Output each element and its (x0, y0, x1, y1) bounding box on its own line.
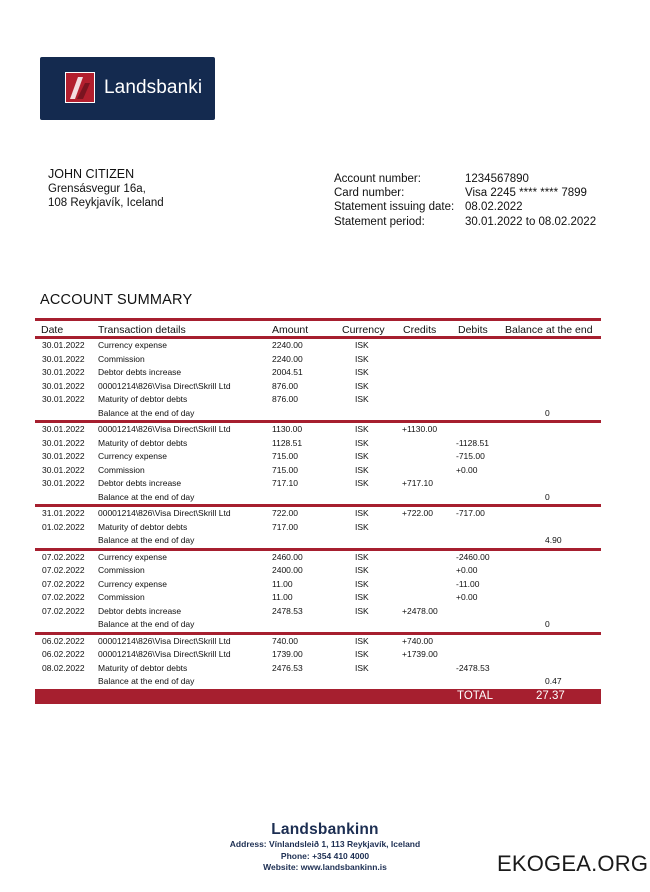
customer-address-line1: Grensásvegur 16a, (48, 182, 146, 195)
footer-website: Website: www.landsbankinn.is (263, 862, 387, 872)
cell-date: 07.02.2022 (42, 592, 85, 602)
cell-amount: 2240.00 (272, 353, 303, 364)
cell-currency: ISK (355, 565, 369, 575)
header-details: Transaction details (98, 324, 186, 336)
cell-date: 30.01.2022 (42, 340, 85, 350)
cell-currency: ISK (355, 353, 369, 364)
table-row (35, 366, 601, 380)
cell-details: Commission (98, 565, 145, 575)
header-credits: Credits (403, 324, 437, 336)
cell-debits: -1128.51 (456, 437, 489, 448)
cell-debits: -2460.00 (456, 551, 490, 562)
transaction-group (35, 635, 601, 689)
cell-debits: -2478.53 (456, 662, 490, 673)
table-row (35, 564, 601, 578)
cell-date: 30.01.2022 (42, 437, 85, 448)
cell-currency: ISK (355, 478, 369, 488)
table-row (35, 591, 601, 605)
balance-value: 0 (545, 491, 550, 502)
header-balance: Balance at the end (505, 324, 593, 336)
cell-amount: 11.00 (272, 578, 293, 589)
transaction-group (35, 423, 601, 504)
card-number-value: Visa 2245 **** **** 7899 (465, 187, 587, 200)
table-row (35, 437, 601, 451)
cell-amount: 2460.00 (272, 551, 303, 562)
transaction-group (35, 551, 601, 632)
balance-label: Balance at the end of day (98, 676, 195, 686)
cell-credits: +717.10 (402, 478, 433, 488)
cell-currency: ISK (355, 551, 369, 562)
cell-currency: ISK (355, 592, 369, 602)
total-value: 27.37 (536, 689, 565, 702)
cell-amount: 1130.00 (272, 424, 303, 434)
cell-details: Currency expense (98, 451, 167, 461)
cell-amount: 2400.00 (272, 565, 303, 575)
cell-currency: ISK (355, 605, 369, 616)
table-row (35, 339, 601, 353)
cell-debits: +0.00 (456, 464, 478, 475)
cell-debits: +0.00 (456, 565, 478, 575)
cell-amount: 717.10 (272, 478, 298, 488)
bank-logo-text: Landsbanki (104, 77, 203, 98)
cell-details: Debtor debts increase (98, 367, 182, 377)
balance-label: Balance at the end of day (98, 407, 195, 418)
footer-bank-name: Landsbankinn (271, 821, 379, 838)
balance-row (35, 675, 601, 689)
balance-row (35, 618, 601, 632)
account-info-row (334, 200, 596, 214)
cell-date: 30.01.2022 (42, 451, 85, 461)
cell-currency: ISK (355, 662, 369, 673)
landsbanki-logo-icon (65, 72, 95, 103)
cell-currency: ISK (355, 380, 369, 391)
cell-credits: +740.00 (402, 635, 433, 646)
cell-amount: 2240.00 (272, 340, 303, 350)
header-debits: Debits (458, 324, 488, 336)
cell-amount: 11.00 (272, 592, 293, 602)
bank-logo (40, 57, 215, 120)
table-row (35, 662, 601, 676)
card-number-label: Card number: (334, 187, 405, 200)
table-row (35, 380, 601, 394)
account-number-label: Account number: (334, 173, 421, 185)
statement-period-label: Statement period: (334, 215, 425, 228)
cell-details: Currency expense (98, 340, 167, 350)
cell-details: Currency expense (98, 551, 167, 562)
balance-value: 0.47 (545, 676, 562, 686)
cell-credits: +1130.00 (402, 424, 438, 434)
cell-details: Debtor debts increase (98, 605, 182, 616)
cell-amount: 1739.00 (272, 649, 303, 659)
cell-currency: ISK (355, 437, 369, 448)
cell-amount: 876.00 (272, 394, 298, 404)
cell-currency: ISK (355, 340, 369, 350)
table-row (35, 551, 601, 565)
header-currency: Currency (342, 324, 385, 336)
cell-debits: +0.00 (456, 592, 478, 602)
cell-debits: -11.00 (456, 578, 480, 589)
cell-details: 00001214\826\Visa Direct\Skrill Ltd (98, 380, 231, 391)
balance-value: 0 (545, 407, 550, 418)
cell-currency: ISK (355, 451, 369, 461)
cell-date: 07.02.2022 (42, 605, 85, 616)
account-info-row (334, 215, 596, 229)
cell-details: Debtor debts increase (98, 478, 182, 488)
customer-name: JOHN CITIZEN (48, 167, 135, 181)
cell-details: Commission (98, 464, 145, 475)
cell-date: 30.01.2022 (42, 380, 85, 391)
table-row (35, 578, 601, 592)
cell-date: 01.02.2022 (42, 521, 85, 532)
cell-currency: ISK (355, 578, 369, 589)
table-row (35, 605, 601, 619)
cell-currency: ISK (355, 464, 369, 475)
cell-date: 06.02.2022 (42, 635, 85, 646)
balance-row (35, 491, 601, 505)
account-summary-title: ACCOUNT SUMMARY (40, 292, 193, 308)
cell-amount: 740.00 (272, 635, 298, 646)
cell-currency: ISK (355, 394, 369, 404)
customer-address-line2: 108 Reykjavík, Iceland (48, 197, 164, 209)
cell-date: 30.01.2022 (42, 394, 85, 404)
balance-label: Balance at the end of day (98, 491, 195, 502)
cell-debits: -717.00 (456, 508, 485, 518)
balance-label: Balance at the end of day (98, 535, 195, 545)
table-row (35, 423, 601, 437)
cell-amount: 715.00 (272, 451, 298, 461)
cell-credits: +722.00 (402, 508, 433, 518)
account-info-row (334, 172, 596, 186)
table-row (35, 353, 601, 367)
balance-value: 4.90 (545, 535, 562, 545)
cell-date: 30.01.2022 (42, 424, 85, 434)
header-date: Date (41, 324, 64, 336)
table-header (35, 321, 601, 336)
cell-details: 00001214\826\Visa Direct\Skrill Ltd (98, 424, 231, 434)
account-number-value: 1234567890 (465, 173, 529, 185)
footer-phone: Phone: +354 410 4000 (280, 850, 370, 861)
cell-date: 06.02.2022 (42, 649, 85, 659)
table-row (35, 464, 601, 478)
cell-details: Maturity of debtor debts (98, 662, 188, 673)
balance-row (35, 534, 601, 548)
cell-details: Commission (98, 592, 145, 602)
cell-currency: ISK (355, 367, 369, 377)
cell-details: Currency expense (98, 578, 167, 589)
balance-value: 0 (545, 619, 550, 629)
table-row (35, 507, 601, 521)
cell-credits: +2478.00 (402, 605, 438, 616)
watermark: EKOGEA.ORG (497, 851, 649, 876)
table-row (35, 450, 601, 464)
cell-date: 07.02.2022 (42, 565, 85, 575)
cell-amount: 722.00 (272, 508, 298, 518)
table-row (35, 477, 601, 491)
cell-details: Commission (98, 353, 145, 364)
cell-date: 30.01.2022 (42, 478, 85, 488)
cell-date: 07.02.2022 (42, 551, 85, 562)
transactions-table (35, 318, 601, 704)
table-row (35, 635, 601, 649)
cell-details: 00001214\826\Visa Direct\Skrill Ltd (98, 635, 231, 646)
cell-currency: ISK (355, 521, 369, 532)
cell-credits: +1739.00 (402, 649, 438, 659)
cell-amount: 2476.53 (272, 662, 303, 673)
cell-details: Maturity of debtor debts (98, 437, 188, 448)
cell-date: 30.01.2022 (42, 464, 85, 475)
header-amount: Amount (272, 324, 309, 336)
cell-debits: -715.00 (456, 451, 485, 461)
balance-row (35, 407, 601, 421)
cell-amount: 717.00 (272, 521, 298, 532)
total-bar (35, 689, 601, 704)
cell-details: Maturity of debtor debts (98, 521, 188, 532)
total-label: TOTAL (457, 689, 493, 702)
cell-currency: ISK (355, 508, 369, 518)
cell-date: 31.01.2022 (42, 508, 85, 518)
customer-address (48, 167, 164, 211)
table-row (35, 521, 601, 535)
issuing-date-label: Statement issuing date: (334, 201, 455, 214)
issuing-date-value: 08.02.2022 (465, 201, 523, 214)
cell-details: 00001214\826\Visa Direct\Skrill Ltd (98, 649, 231, 659)
footer-address: Address: Vínlandsleið 1, 113 Reykjavík, Iceland (229, 839, 421, 849)
table-row (35, 648, 601, 662)
transaction-group (35, 339, 601, 420)
cell-currency: ISK (355, 649, 369, 659)
cell-amount: 1128.51 (272, 437, 303, 448)
cell-amount: 2004.51 (272, 367, 303, 377)
cell-details: Maturity of debtor debts (98, 394, 188, 404)
statement-period-value: 30.01.2022 to 08.02.2022 (465, 215, 597, 228)
account-info (334, 172, 596, 229)
table-row (35, 393, 601, 407)
cell-amount: 715.00 (272, 464, 298, 475)
cell-details: 00001214\826\Visa Direct\Skrill Ltd (98, 508, 231, 518)
cell-date: 07.02.2022 (42, 578, 85, 589)
account-info-row (334, 186, 596, 200)
cell-date: 08.02.2022 (42, 662, 85, 673)
cell-amount: 2478.53 (272, 605, 303, 616)
cell-date: 30.01.2022 (42, 367, 85, 377)
cell-date: 30.01.2022 (42, 353, 85, 364)
balance-label: Balance at the end of day (98, 619, 195, 629)
transaction-group (35, 507, 601, 548)
cell-currency: ISK (355, 424, 369, 434)
cell-currency: ISK (355, 635, 369, 646)
table-body (35, 339, 601, 689)
cell-amount: 876.00 (272, 380, 298, 391)
